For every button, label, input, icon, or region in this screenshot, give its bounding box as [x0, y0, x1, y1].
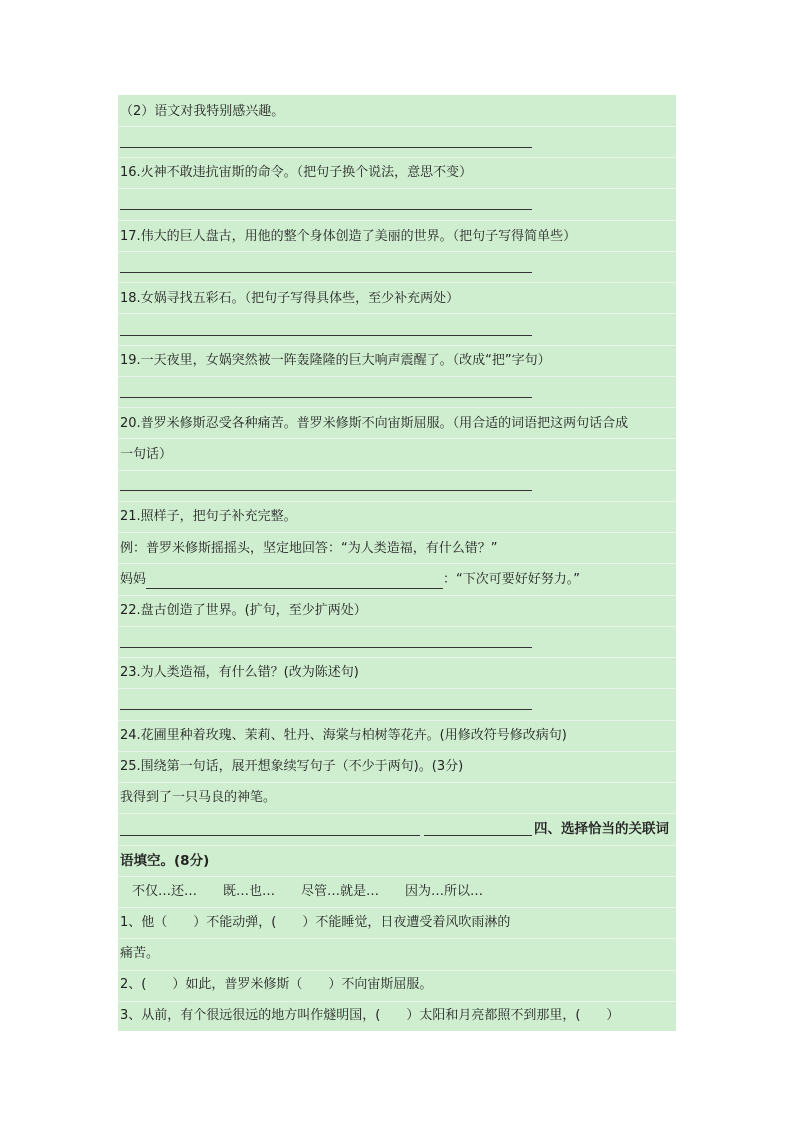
answer-line[interactable]: [120, 272, 532, 273]
row-divider: [118, 407, 676, 408]
question-22: [118, 602, 676, 620]
fill-blank[interactable]: [146, 574, 443, 589]
choice-1-cont: [118, 945, 676, 963]
row-divider: [118, 345, 676, 346]
worksheet-panel: [118, 95, 676, 1031]
row-divider: [118, 970, 676, 971]
question-23: [118, 664, 676, 682]
question-21: [118, 508, 676, 526]
answer-line[interactable]: [120, 397, 532, 398]
section-4-heading: [534, 820, 676, 839]
example-text: 例：普罗米修斯摇摇头，坚定地回答：“为人类造福，有什么错？”: [120, 541, 498, 556]
row-divider: [118, 282, 676, 283]
row-divider: [118, 1001, 676, 1002]
answer-line[interactable]: [120, 209, 532, 210]
fill-suffix: ：“下次可要好好努力。”: [443, 572, 580, 587]
row-divider: [118, 813, 676, 814]
question-text: 18.女娲寻找五彩石。（把句子写得具体些，至少补充两处）: [120, 291, 460, 306]
question-17: [118, 228, 676, 246]
answer-line[interactable]: [424, 835, 532, 836]
question-text: 20.普罗米修斯忍受各种痛苦。普罗米修斯不向宙斯屈服。（用合适的词语把这两句话合成: [120, 416, 629, 431]
question-text: 25.围绕第一句话，展开想象续写句子（不少于两句)。(3分): [120, 759, 464, 774]
row-divider: [118, 845, 676, 846]
question-21-fill: [118, 571, 676, 589]
question-text: 19.一天夜里，女娲突然被一阵轰隆隆的巨大响声震醒了。（改成“把”字句）: [120, 353, 551, 368]
row-divider: [118, 688, 676, 689]
fill-prefix: 妈妈: [120, 572, 147, 587]
row-divider: [118, 626, 676, 627]
options-text: 不仅…还… 既…也… 尽管…就是… 因为…所以…: [132, 884, 484, 899]
question-text: 一句话）: [120, 447, 173, 462]
row-divider: [118, 313, 676, 314]
row-divider: [118, 907, 676, 908]
choice-3: [118, 1007, 676, 1025]
conjunction-options: [130, 883, 688, 901]
question-text: 23.为人类造福，有什么错？(改为陈述句): [120, 665, 359, 680]
choice-text: 痛苦。: [120, 946, 160, 961]
row-divider: [118, 188, 676, 189]
answer-line[interactable]: [120, 709, 532, 710]
answer-line[interactable]: [120, 147, 532, 148]
answer-line[interactable]: [120, 835, 420, 836]
question-text: 16.火神不敢违抗宙斯的命令。（把句子换个说法，意思不变）: [120, 165, 473, 180]
prompt-sentence: 我得到了一只马良的神笔。: [120, 790, 277, 805]
row-divider: [118, 470, 676, 471]
question-20-cont: [118, 446, 676, 464]
row-divider: [118, 532, 676, 533]
choice-1: [118, 914, 676, 932]
row-divider: [118, 657, 676, 658]
question-20: [118, 415, 676, 433]
section-title: 四、选择恰当的关联词: [534, 821, 669, 837]
answer-line[interactable]: [120, 335, 532, 336]
row-divider: [118, 563, 676, 564]
row-divider: [118, 251, 676, 252]
row-divider: [118, 876, 676, 877]
question-18: [118, 290, 676, 308]
question-text: 21.照样子，把句子补充完整。: [120, 509, 297, 524]
question-line: [118, 103, 676, 121]
answer-line[interactable]: [120, 647, 532, 648]
question-21-example: [118, 540, 676, 558]
row-divider: [118, 501, 676, 502]
section-title: 语填空。(8分): [120, 853, 210, 869]
row-divider: [118, 782, 676, 783]
question-text: 17.伟大的巨人盘古，用他的整个身体创造了美丽的世界。（把句子写得简单些）: [120, 229, 577, 244]
choice-text: 3、从前，有个很远很远的地方叫作燧明国，( ）太阳和月亮都照不到那里，( ）: [120, 1008, 620, 1023]
row-divider: [118, 220, 676, 221]
choice-text: 2、( ）如此，普罗米修斯（ ）不向宙斯屈服。: [120, 977, 433, 992]
question-19: [118, 352, 676, 370]
question-25-start: [118, 789, 676, 807]
question-16: [118, 164, 676, 182]
question-25: [118, 758, 676, 776]
row-divider: [118, 438, 676, 439]
row-divider: [118, 376, 676, 377]
row-divider: [118, 126, 676, 127]
row-divider: [118, 938, 676, 939]
question-text: （2）语文对我特别感兴趣。: [120, 104, 285, 119]
row-divider: [118, 720, 676, 721]
answer-line[interactable]: [120, 490, 532, 491]
choice-text: 1、他（ ）不能动弹，( ）不能睡觉，日夜遭受着风吹雨淋的: [120, 915, 511, 930]
question-text: 24.花圃里种着玫瑰、茉莉、牡丹、海棠与柏树等花卉。(用修改符号修改病句): [120, 728, 567, 743]
row-divider: [118, 751, 676, 752]
row-divider: [118, 595, 676, 596]
section-4-heading-cont: [118, 852, 676, 871]
question-text: 22.盘古创造了世界。(扩句，至少扩两处）: [120, 603, 367, 618]
choice-2: [118, 976, 676, 994]
question-24: [118, 727, 676, 745]
row-divider: [118, 157, 676, 158]
